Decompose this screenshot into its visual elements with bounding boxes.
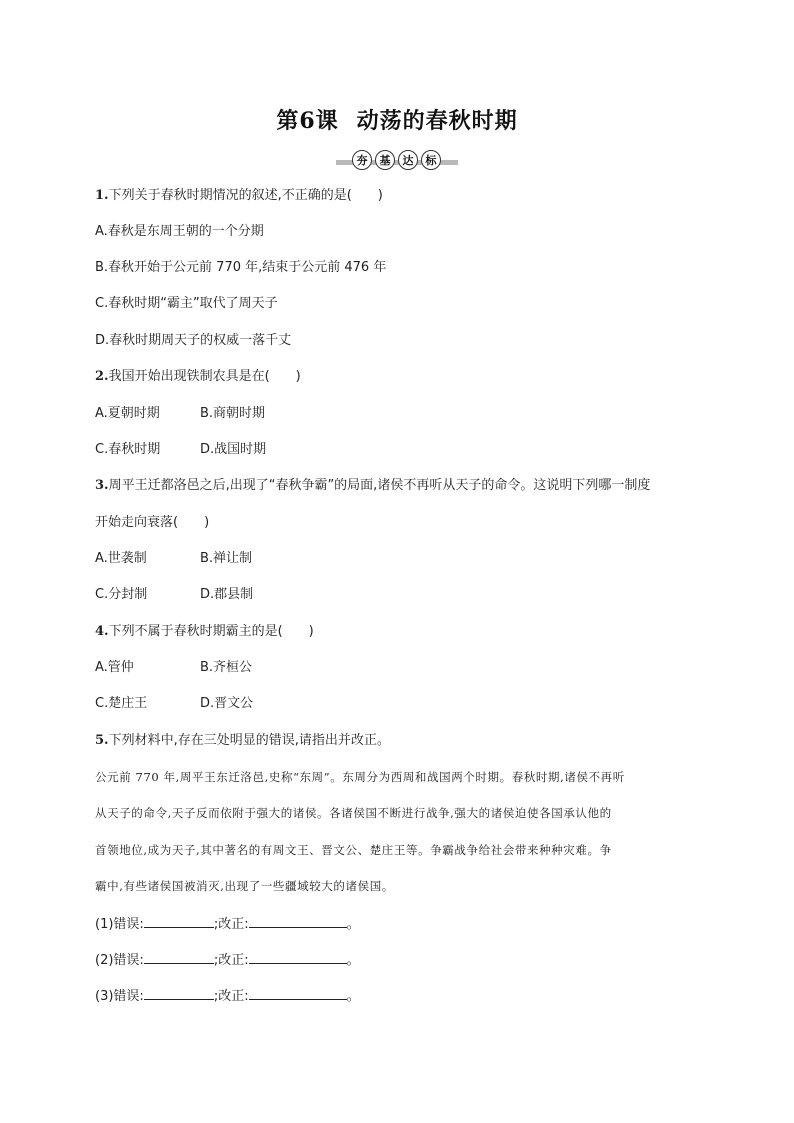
question-5-stem: 5.下列材料中,存在三处明显的错误,请指出并改正。 bbox=[95, 733, 390, 748]
material-line: 从天子的命令,天子反而依附于强大的诸侯。各诸侯国不断进行战争,强大的诸侯迫使各国承认他的 bbox=[95, 806, 612, 820]
section-banner bbox=[336, 150, 458, 172]
question-4-option-b: B.齐桓公 bbox=[200, 660, 253, 675]
banner-char: 夯 bbox=[352, 150, 372, 170]
question-3-option-a: A.世袭制 bbox=[95, 551, 147, 566]
lesson-number: 第6课 bbox=[276, 108, 339, 134]
question-4-options-row-2 bbox=[95, 695, 253, 713]
error-blank[interactable] bbox=[144, 986, 214, 1000]
question-2-option-b: B.商朝时期 bbox=[200, 406, 266, 421]
banner-char: 标 bbox=[421, 150, 441, 170]
question-2-options-row-1 bbox=[95, 405, 265, 423]
banner-char: 达 bbox=[398, 150, 418, 170]
lesson-name: 动荡的春秋时期 bbox=[356, 108, 518, 134]
material-line: 首领地位,成为天子,其中著名的有周文王、晋文公、楚庄王等。争霸战争给社会带来种种灾难。争 bbox=[95, 843, 612, 857]
question-1-stem: 1.下列关于春秋时期情况的叙述,不正确的是( ) bbox=[95, 188, 383, 203]
banner-char: 基 bbox=[375, 150, 395, 170]
question-1-option-b: B.春秋开始于公元前 770 年,结束于公元前 476 年 bbox=[95, 260, 387, 275]
question-4-option-a: A.管仲 bbox=[95, 660, 134, 675]
question-2-stem: 2.我国开始出现铁制农具是在( ) bbox=[95, 369, 301, 384]
question-2-option-d: D.战国时期 bbox=[200, 442, 267, 457]
question-3-options-row-1 bbox=[95, 550, 252, 568]
question-3-option-c: C.分封制 bbox=[95, 587, 148, 602]
question-3-option-b: B.禅让制 bbox=[200, 551, 253, 566]
question-3-options-row-2 bbox=[95, 586, 253, 604]
correction-blank[interactable] bbox=[249, 986, 347, 1000]
question-1-option-a: A.春秋是东周王朝的一个分期 bbox=[95, 224, 264, 239]
question-4-option-d: D.晋文公 bbox=[200, 696, 254, 711]
question-4-options-row-1 bbox=[95, 659, 252, 677]
question-1-option-c: C.春秋时期“霸主”取代了周天子 bbox=[95, 296, 278, 311]
question-3-stem-continued: 开始走向衰落( ) bbox=[95, 515, 210, 530]
question-2-option-a: A.夏朝时期 bbox=[95, 406, 160, 421]
question-4-option-c: C.楚庄王 bbox=[95, 696, 148, 711]
material-line: 霸中,有些诸侯国被消灭,出现了一些疆域较大的诸侯国。 bbox=[95, 879, 394, 893]
error-blank[interactable] bbox=[144, 950, 214, 964]
answer-row-3: (3)错误: ;改正: 。 bbox=[95, 986, 360, 1006]
question-1-option-d: D.春秋时期周天子的权威一落千丈 bbox=[95, 333, 292, 348]
answer-row-2: (2)错误: ;改正: 。 bbox=[95, 950, 360, 970]
page-title bbox=[0, 104, 794, 135]
question-3-stem: 3.周平王迁都洛邑之后,出现了“春秋争霸”的局面,诸侯不再听从天子的命令。这说明下列哪一制度 bbox=[95, 478, 651, 493]
correction-blank[interactable] bbox=[249, 914, 347, 928]
correction-blank[interactable] bbox=[249, 950, 347, 964]
question-3-option-d: D.郡县制 bbox=[200, 587, 254, 602]
question-2-option-c: C.春秋时期 bbox=[95, 442, 161, 457]
question-4-stem: 4.下列不属于春秋时期霸主的是( ) bbox=[95, 624, 314, 639]
question-2-options-row-2 bbox=[95, 441, 266, 459]
answer-row-1: (1)错误: ;改正: 。 bbox=[95, 914, 360, 934]
error-blank[interactable] bbox=[144, 914, 214, 928]
material-line: 公元前 770 年,周平王东迁洛邑,史称“东周”。东周分为西周和战国两个时期。春秋时期,诸侯不再听 bbox=[95, 770, 625, 784]
